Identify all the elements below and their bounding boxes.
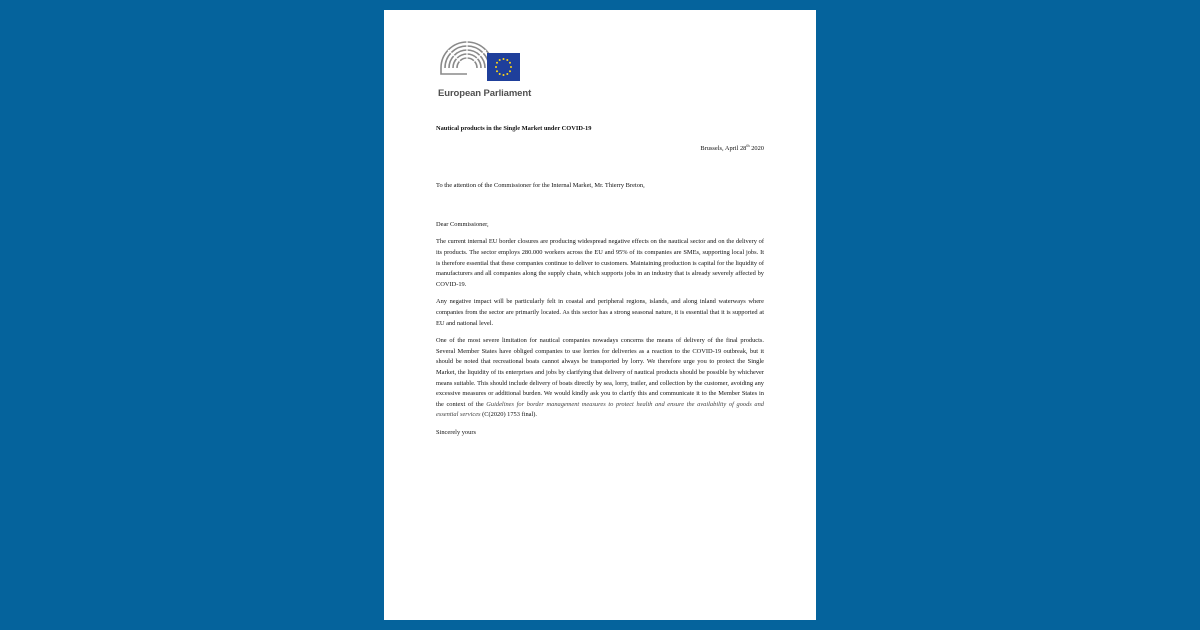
paragraph-3-end: (C(2020) 1753 final). [480, 411, 537, 419]
letter-body [436, 124, 764, 438]
eu-flag-icon [487, 53, 520, 81]
logo-text: European Parliament [438, 88, 532, 99]
paragraph-1: The current internal EU border closures are producing widespread negative effects on the nautical sector and on the delivery of its products. The sector employs 280.000 workers across the EU and 95% of its companies are SMEs, supporting local jobs. It is therefore essential that these companies continue to deliver to customers. Maintaining production is capital for the liquidity of manufacturers and all companies along the supply chain, which supports jobs in an industry that is already severely affected by COVID-19. [436, 238, 764, 288]
guidelines-reference: Guidelines for border management measures to protect health and ensure the availability of goods and essential services [436, 400, 764, 419]
letter-page [384, 10, 816, 620]
paragraph-3-text: One of the most severe limitation for nautical companies nowadays concerns the means of delivery of the final products. Several Member States have obliged companies to use lorries for deliveries as a reaction to the COVID-19 outbreak, but it should be noted that recreational boats cannot always be transported by lorry. We therefore urge you to protect the Single Market, the liquidity of its enterprises and jobs by clarifying that delivery of nautical products should be possible by whichever means suitable. This should include delivery of boats directly by sea, lorry, trailer, and collection by the customer, avoiding any excessive measures or additional burden. We would kindly ask you to clarify this and communicate it to the Member States in the context of the [436, 337, 764, 408]
paragraph-2: Any negative impact will be particularly felt in coastal and peripheral regions, islands, and along inland waterways where companies from the sector are primarily located. As this sector has a strong seasonal nature, it is essential that it is supported at EU and national level. [436, 298, 764, 327]
letter-date [436, 144, 764, 155]
parliament-hemicycle-icon [438, 38, 528, 86]
date-year: 2020 [749, 144, 764, 152]
letter-salutation: Dear Commissioner, [436, 220, 489, 228]
letter-recipient: To the attention of the Commissioner for the Internal Market, Mr. Thierry Breton, [436, 182, 645, 190]
european-parliament-logo [438, 38, 532, 102]
paragraph-3 [436, 336, 764, 421]
date-ordinal: th [746, 142, 750, 148]
letter-signoff: Sincerely yours [436, 428, 476, 436]
date-prefix: Brussels, April 28 [700, 144, 747, 152]
letter-subject: Nautical products in the Single Market under COVID-19 [436, 125, 592, 132]
